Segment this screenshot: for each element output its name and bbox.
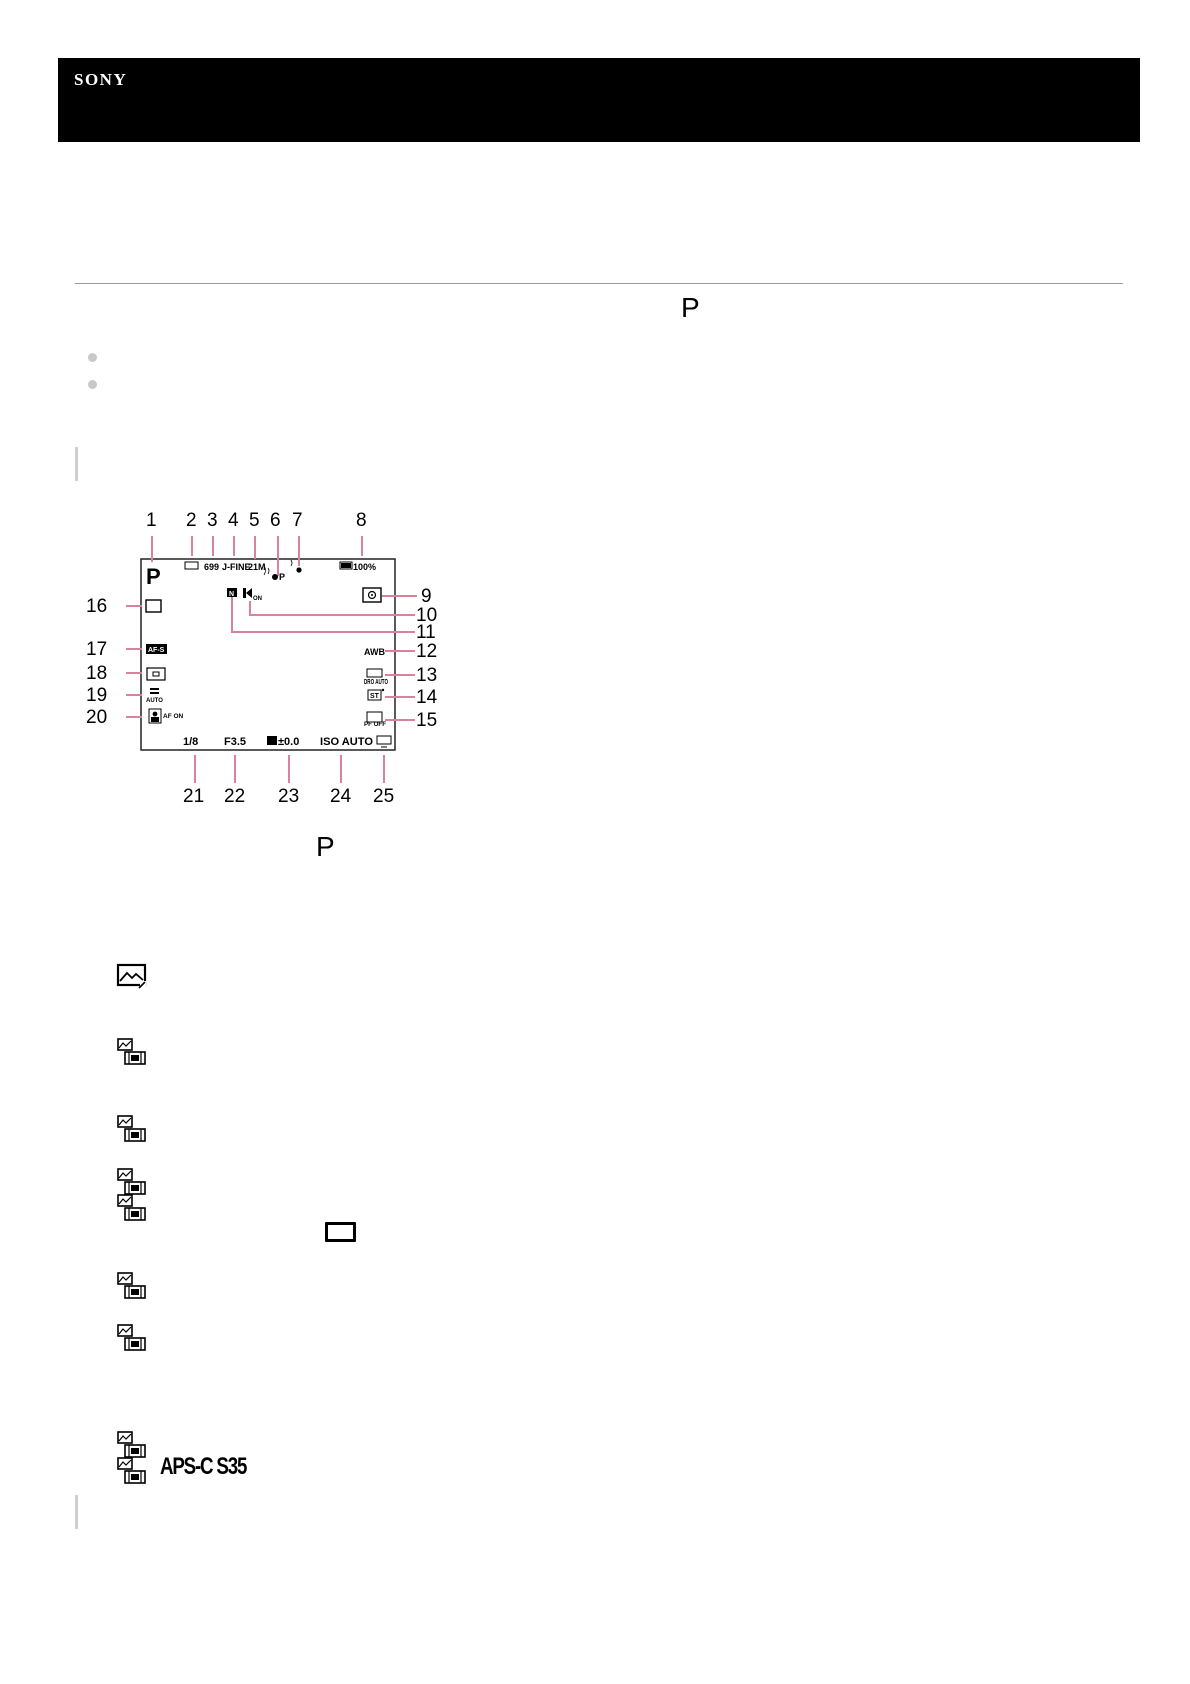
drive-mode-icon [146,600,161,612]
picture-profile-icon [364,712,386,728]
focus-area-icon [147,668,165,680]
callout-15: 15 [416,710,438,731]
still-movie-icon [116,1037,148,1067]
image-quality: J-FINE [222,562,251,572]
callout-25: 25 [373,786,395,804]
steadyshot-icon [243,588,262,602]
shots-remaining: 699 [204,562,220,572]
screen-frame [141,559,395,750]
callout-23: 23 [278,786,300,804]
still-movie-icon [116,1271,148,1301]
callout-24: 24 [330,786,352,804]
callout-9: 9 [421,586,432,607]
callout-22: 22 [224,786,246,804]
aperture-value: F3.5 [224,736,247,748]
dro-label: DRO AUTO [364,679,389,686]
callout-5: 5 [249,510,260,531]
memory-card-icon [185,562,198,569]
exposure-compensation [267,736,299,748]
af-on-label: AF ON [163,713,184,720]
creative-style-icon [368,689,384,700]
title-mode-symbol: P [681,292,700,323]
aps-c-s35-label: APS-C S35 [160,1453,247,1480]
metering-mode-icon [363,588,381,602]
image-size: 21M [248,562,266,572]
callout-20: 20 [86,707,108,728]
still-movie-icon [116,1323,148,1353]
callout-21: 21 [183,786,205,804]
callout-18: 18 [86,663,108,684]
leader-lines [126,536,417,783]
focus-area-auto-label: AUTO [146,698,163,704]
callout-19: 19 [86,685,108,706]
nfc-active-icon [227,588,237,598]
caption-mode-symbol: P [316,831,335,862]
bluetooth-connection-icon [291,560,302,573]
title-divider [75,283,1123,284]
iso-value: ISO AUTO [320,736,374,748]
header-bar [58,58,1140,142]
single-shooting-icon [325,1222,356,1242]
live-view-display-icon [377,736,391,747]
dro-icon [364,669,388,686]
still-movie-icon [116,1456,148,1486]
callout-17: 17 [86,639,108,660]
callout-8: 8 [356,510,367,531]
callout-6: 6 [270,510,281,531]
steadyshot-on-label: ON [253,596,262,602]
white-balance: AWB [364,647,385,657]
still-edit-icon [116,963,148,993]
section-heading-bar [75,1495,78,1529]
mode-indicator: P [146,564,161,589]
face-eye-af-icon [149,709,184,723]
battery-level: 100% [353,562,377,572]
still-movie-icon [116,1193,148,1223]
callout-4: 4 [228,510,239,531]
callout-2: 2 [186,510,197,531]
sony-logo: SONY [74,70,128,89]
section-heading-bar [75,447,78,481]
callout-16: 16 [86,596,108,617]
screen-display-diagram [80,504,450,804]
picture-profile-label: PF OFF [364,722,387,728]
callout-3: 3 [207,510,218,531]
battery-indicator [340,562,376,572]
callout-7: 7 [292,510,303,531]
callout-13: 13 [416,665,438,686]
shutter-speed: 1/8 [183,736,199,748]
callout-11: 11 [416,622,436,643]
remote-camera-icon [264,566,285,582]
exposure-comp-value: ±0.0 [278,736,300,748]
focus-mode-icon [146,644,167,654]
callout-10: 10 [416,605,438,626]
af-mode-label: AF-S [148,647,165,654]
creative-style-label: ST [370,693,379,700]
bullet-2 [88,380,97,389]
svg-text:N: N [229,591,235,598]
callout-1: 1 [146,510,157,531]
focus-area-auto-icon [146,688,163,704]
still-movie-icon [116,1114,148,1144]
bullet-1 [88,353,97,362]
callout-14: 14 [416,687,438,708]
callout-12: 12 [416,641,438,662]
display-diagram-svg [80,504,450,804]
svg-text:P: P [279,572,286,582]
